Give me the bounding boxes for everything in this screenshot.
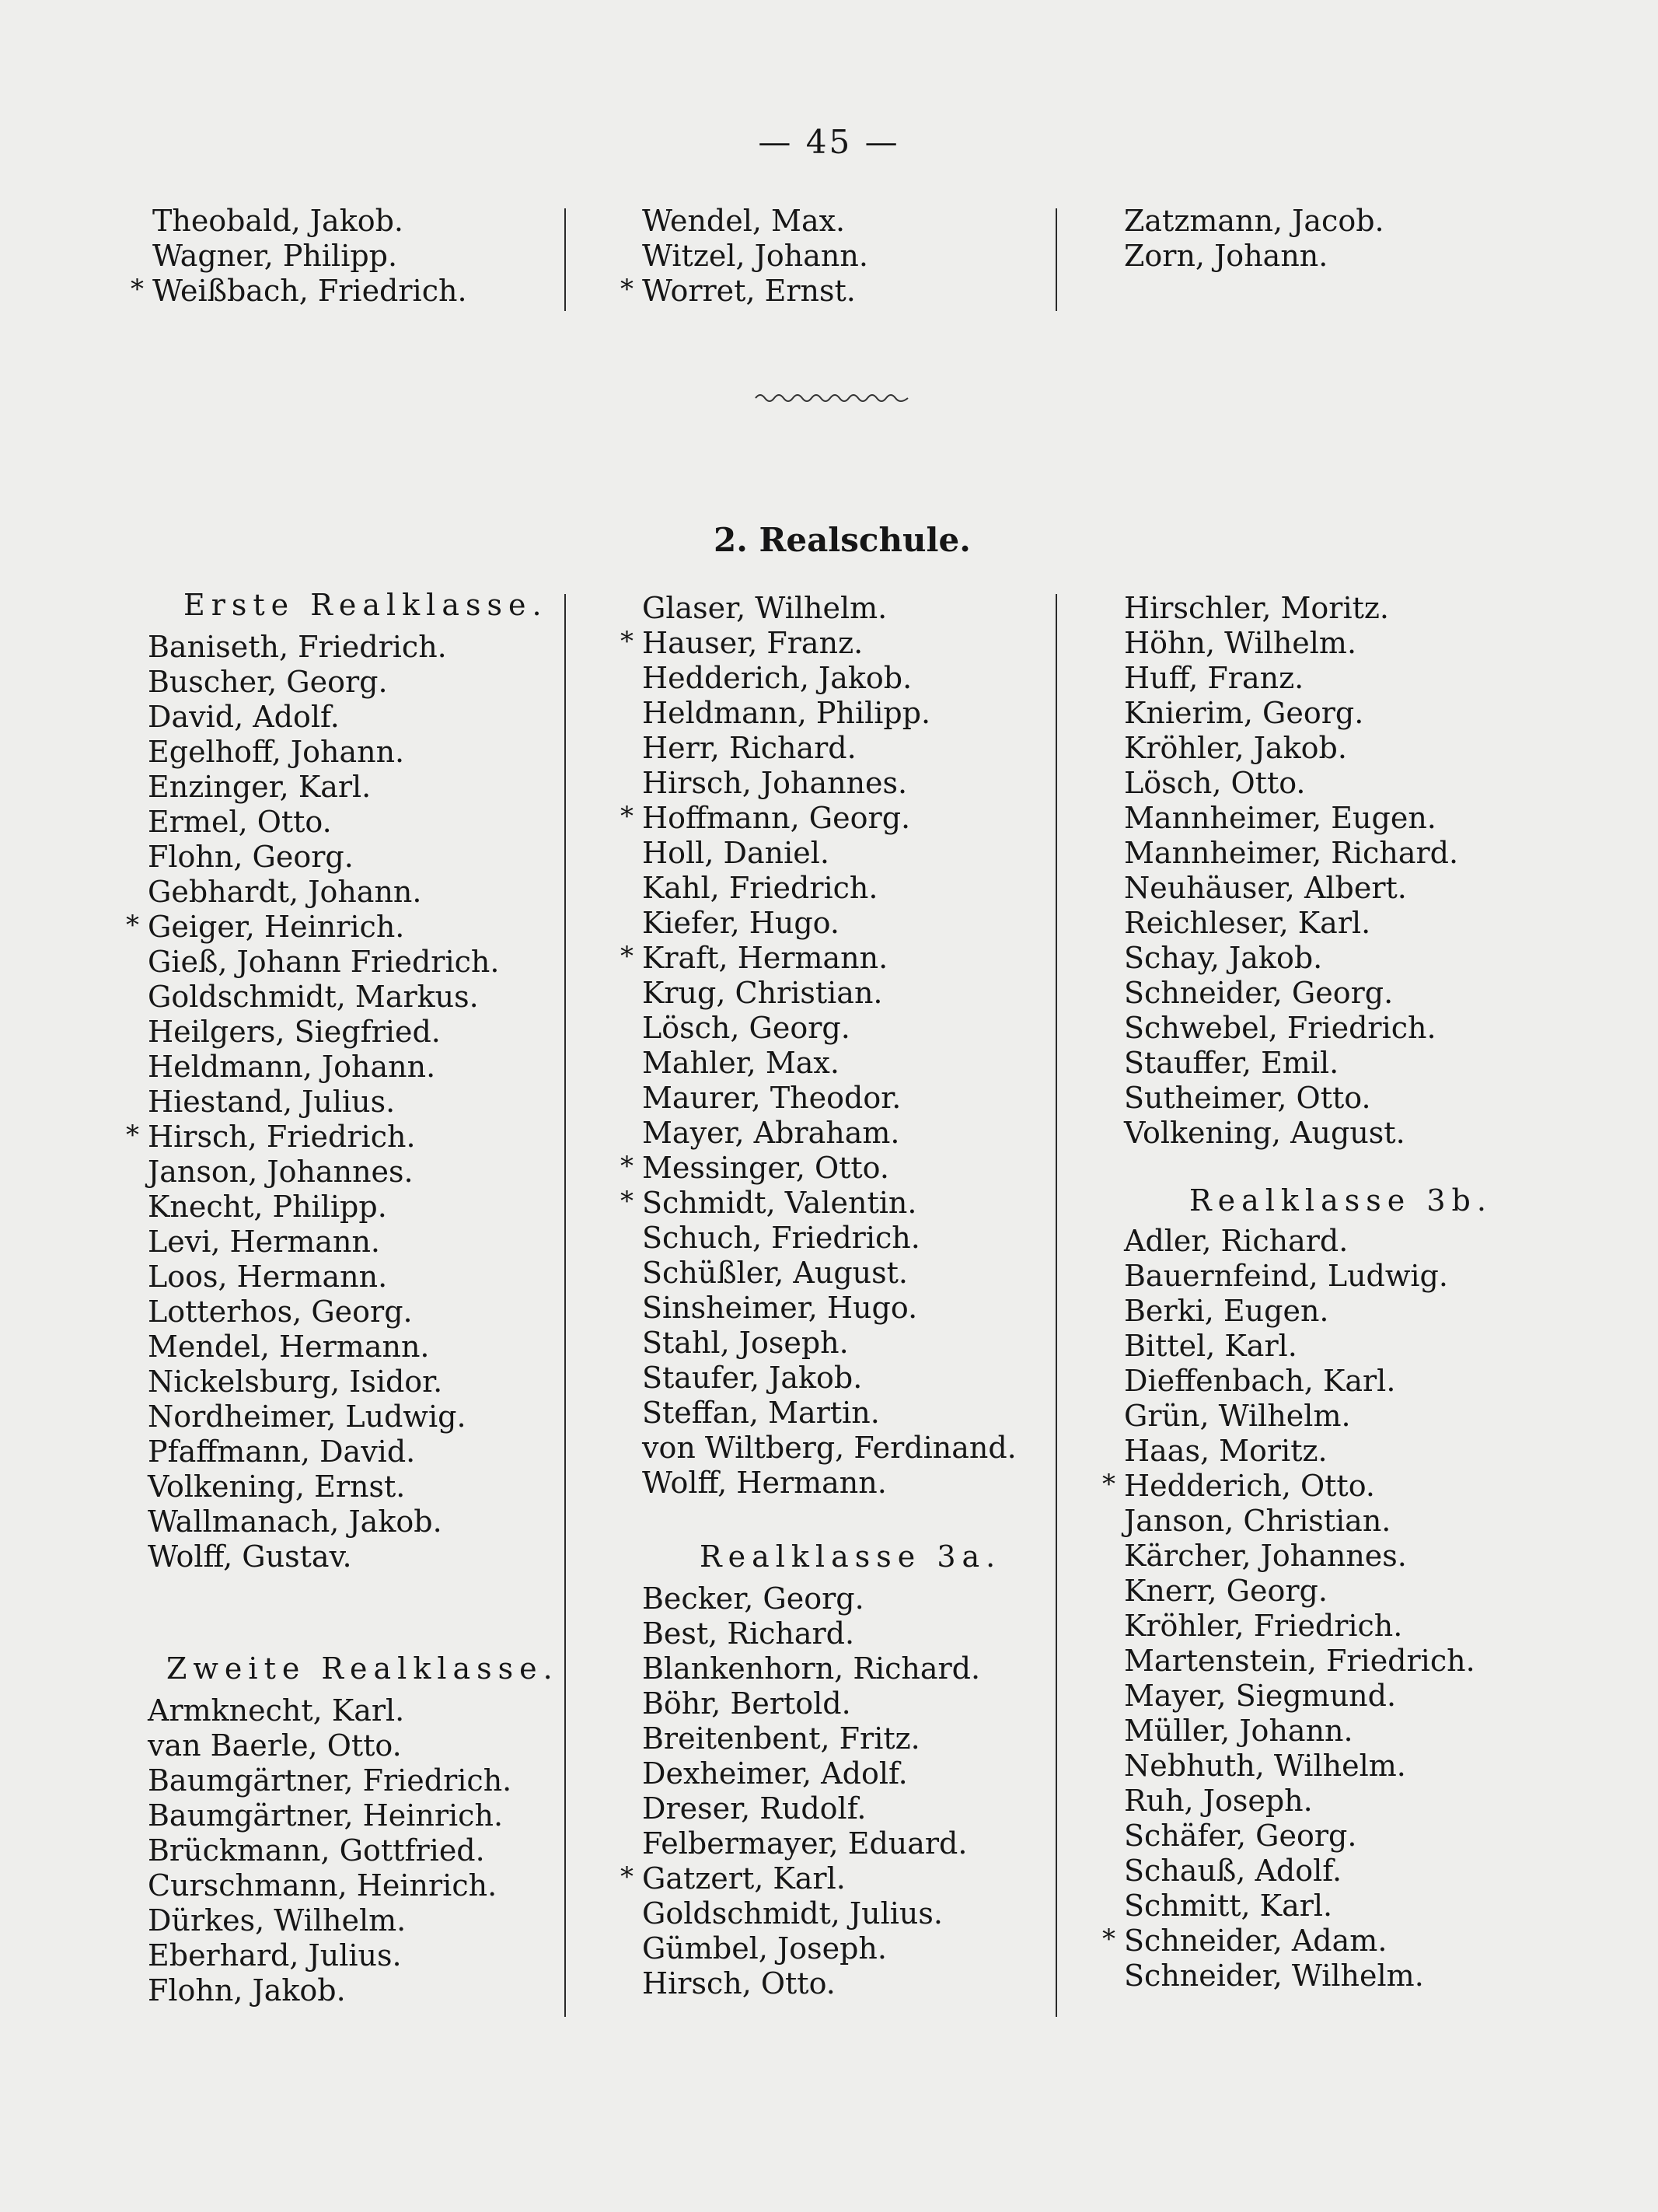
list-item xyxy=(1124,1011,1458,1046)
student-name: Neuhäuser, Albert. xyxy=(1124,871,1407,905)
student-name: Hirsch, Friedrich. xyxy=(148,1120,416,1154)
list-item xyxy=(1124,1081,1458,1116)
student-name: von Wiltberg, Ferdinand. xyxy=(642,1431,1017,1465)
student-name: Knecht, Philipp. xyxy=(148,1190,387,1224)
student-name: Kahl, Friedrich. xyxy=(642,871,878,905)
list-item xyxy=(642,1221,1017,1256)
list-item xyxy=(642,239,868,274)
section-title: 2. Realschule. xyxy=(714,521,971,559)
list-item xyxy=(1124,1959,1475,1994)
student-name: Schneider, Wilhelm. xyxy=(1124,1959,1424,1993)
list-item xyxy=(148,805,499,840)
student-name: Schmitt, Karl. xyxy=(1124,1889,1333,1923)
list-item xyxy=(642,871,1017,906)
top-list-col3 xyxy=(1124,204,1384,274)
list-item xyxy=(1124,1116,1458,1151)
student-name: Steffan, Martin. xyxy=(642,1396,880,1430)
asterisk-mark: * xyxy=(620,1151,634,1182)
list-item xyxy=(1124,801,1458,836)
list-item xyxy=(1124,1046,1458,1081)
list-item xyxy=(642,696,1017,731)
student-name: Nordheimer, Ludwig. xyxy=(148,1400,466,1434)
student-name: Bauernfeind, Ludwig. xyxy=(1124,1259,1448,1293)
list-item xyxy=(1124,1714,1475,1749)
student-name: Hirschler, Moritz. xyxy=(1124,591,1389,625)
heading-realklasse-3a: Realklasse 3a. xyxy=(700,1539,1002,1574)
student-name: Mendel, Hermann. xyxy=(148,1330,430,1364)
student-name: Schneider, Adam. xyxy=(1124,1924,1387,1958)
student-name: Nickelsburg, Isidor. xyxy=(148,1365,443,1399)
student-name: Martenstein, Friedrich. xyxy=(1124,1644,1475,1678)
student-name: Schauß, Adolf. xyxy=(1124,1854,1342,1888)
student-name: Blankenhorn, Richard. xyxy=(642,1651,981,1686)
student-name: Dexheimer, Adolf. xyxy=(642,1756,908,1791)
student-name: Schüßler, August. xyxy=(642,1256,908,1290)
list-item xyxy=(642,204,868,239)
list-item xyxy=(642,836,1017,871)
student-name: David, Adolf. xyxy=(148,700,340,734)
list-item xyxy=(148,1295,499,1330)
student-name: Hirsch, Otto. xyxy=(642,1966,836,2001)
list-item xyxy=(642,1966,980,2001)
list-realschule-right xyxy=(1124,591,1458,1151)
list-item xyxy=(642,976,1017,1011)
student-name: Schmidt, Valentin. xyxy=(642,1186,917,1220)
top-list-col1 xyxy=(131,204,467,309)
list-realschule-middle xyxy=(620,591,1017,1501)
student-name: Kiefer, Hugo. xyxy=(642,906,839,940)
student-name: Maurer, Theodor. xyxy=(642,1081,902,1115)
list-item xyxy=(148,980,499,1015)
student-name: Levi, Hermann. xyxy=(148,1225,381,1259)
student-name: Staufer, Jakob. xyxy=(642,1361,863,1395)
student-name: Hedderich, Otto. xyxy=(1124,1469,1375,1503)
student-name: Haas, Moritz. xyxy=(1124,1434,1328,1468)
list-item xyxy=(148,665,499,700)
list-item xyxy=(1102,1469,1475,1504)
list-item xyxy=(1124,1574,1475,1609)
list-item xyxy=(152,204,467,239)
student-name: Zorn, Johann. xyxy=(1124,239,1328,273)
column-rule xyxy=(1056,594,1057,2017)
student-name: Lotterhos, Georg. xyxy=(148,1295,413,1329)
student-name: Heldmann, Philipp. xyxy=(642,696,931,730)
list-item xyxy=(642,1011,1017,1046)
list-item xyxy=(642,1361,1017,1396)
list-item xyxy=(148,1469,499,1504)
student-name: Eberhard, Julius. xyxy=(148,1938,402,1973)
student-name: Stauffer, Emil. xyxy=(1124,1046,1339,1080)
list-item xyxy=(1124,766,1458,801)
student-name: van Baerle, Otto. xyxy=(148,1728,402,1763)
student-name: Reichleser, Karl. xyxy=(1124,906,1371,940)
list-item xyxy=(148,1868,511,1903)
page-number: — 45 — xyxy=(758,123,900,161)
list-item xyxy=(1102,1924,1475,1959)
column-rule xyxy=(1056,208,1057,311)
heading-realklasse-3b: Realklasse 3b. xyxy=(1189,1183,1492,1218)
student-name: Gebhardt, Johann. xyxy=(148,875,422,909)
list-item xyxy=(642,1686,980,1721)
student-name: Witzel, Johann. xyxy=(642,239,868,273)
student-name: Sutheimer, Otto. xyxy=(1124,1081,1371,1115)
student-name: Hirsch, Johannes. xyxy=(642,766,908,800)
student-name: Heilgers, Siegfried. xyxy=(148,1015,441,1049)
list-item xyxy=(1124,976,1458,1011)
list-item xyxy=(148,1938,511,1973)
student-name: Egelhoff, Johann. xyxy=(148,735,405,769)
student-name: Stahl, Joseph. xyxy=(642,1326,849,1360)
student-name: Kröhler, Friedrich. xyxy=(1124,1609,1403,1643)
asterisk-mark: * xyxy=(620,941,634,972)
asterisk-mark: * xyxy=(1102,1924,1115,1955)
student-name: Becker, Georg. xyxy=(642,1581,864,1616)
student-name: Gümbel, Joseph. xyxy=(642,1931,887,1966)
list-item xyxy=(642,661,1017,696)
list-item xyxy=(1124,1399,1475,1434)
list-item xyxy=(642,1896,980,1931)
student-name: Buscher, Georg. xyxy=(148,665,388,699)
student-name: Holl, Daniel. xyxy=(642,836,829,870)
list-item xyxy=(1124,731,1458,766)
list-item xyxy=(148,1798,511,1833)
list-realklasse-3a xyxy=(620,1581,981,2001)
student-name: Gieß, Johann Friedrich. xyxy=(148,945,500,979)
student-name: Knierim, Georg. xyxy=(1124,696,1364,730)
list-item xyxy=(1124,661,1458,696)
student-name: Baumgärtner, Friedrich. xyxy=(148,1763,512,1798)
list-item xyxy=(642,591,1017,626)
list-item xyxy=(148,1763,511,1798)
list-item xyxy=(131,274,467,309)
student-name: Lösch, Otto. xyxy=(1124,766,1306,800)
student-name: Felbermayer, Eduard. xyxy=(642,1826,968,1861)
student-name: Brückmann, Gottfried. xyxy=(148,1833,485,1868)
column-rule xyxy=(564,594,566,2017)
list-item xyxy=(1124,906,1458,941)
asterisk-mark: * xyxy=(131,274,144,305)
list-item xyxy=(1124,1539,1475,1574)
student-name: Baniseth, Friedrich. xyxy=(148,630,447,664)
student-name: Höhn, Wilhelm. xyxy=(1124,626,1357,660)
list-item xyxy=(148,1225,499,1260)
student-name: Lösch, Georg. xyxy=(642,1011,850,1045)
list-item xyxy=(1124,1504,1475,1539)
list-item xyxy=(642,1466,1017,1501)
asterisk-mark: * xyxy=(620,1861,634,1892)
student-name: Berki, Eugen. xyxy=(1124,1294,1329,1328)
student-name: Grün, Wilhelm. xyxy=(1124,1399,1351,1433)
student-name: Hoffmann, Georg. xyxy=(642,801,911,835)
student-name: Theobald, Jakob. xyxy=(152,204,403,238)
list-item xyxy=(642,1046,1017,1081)
list-item xyxy=(148,1693,511,1728)
ornamental-divider xyxy=(754,387,909,406)
list-item xyxy=(148,1973,511,2008)
student-name: Armknecht, Karl. xyxy=(148,1693,405,1728)
list-item xyxy=(1124,626,1458,661)
list-item xyxy=(148,1833,511,1868)
list-item xyxy=(642,1256,1017,1291)
list-realklasse-3b xyxy=(1102,1224,1475,1994)
list-item xyxy=(148,1903,511,1938)
student-name: Janson, Christian. xyxy=(1124,1504,1391,1538)
list-item xyxy=(1124,1294,1475,1329)
student-name: Krug, Christian. xyxy=(642,976,883,1010)
column-rule xyxy=(564,208,566,311)
list-item xyxy=(642,1396,1017,1431)
student-name: Breitenbent, Fritz. xyxy=(642,1721,920,1756)
list-item xyxy=(148,770,499,805)
list-item xyxy=(620,801,1017,836)
list-item xyxy=(148,1434,499,1469)
student-name: Huff, Franz. xyxy=(1124,661,1304,695)
list-item xyxy=(1124,836,1458,871)
student-name: Kärcher, Johannes. xyxy=(1124,1539,1407,1573)
list-item xyxy=(620,1861,980,1896)
student-name: Heldmann, Johann. xyxy=(148,1050,436,1084)
list-item xyxy=(642,1431,1017,1466)
list-item xyxy=(620,941,1017,976)
list-item xyxy=(642,1791,980,1826)
student-name: Dieffenbach, Karl. xyxy=(1124,1364,1396,1398)
list-item xyxy=(1124,1679,1475,1714)
list-item xyxy=(642,1651,980,1686)
asterisk-mark: * xyxy=(620,801,634,832)
student-name: Mannheimer, Richard. xyxy=(1124,836,1459,870)
list-erste-realklasse xyxy=(126,630,500,1574)
list-item xyxy=(620,1186,1017,1221)
list-item xyxy=(1124,1434,1475,1469)
student-name: Adler, Richard. xyxy=(1124,1224,1349,1258)
list-item xyxy=(1124,1749,1475,1784)
list-item xyxy=(148,1539,499,1574)
list-item xyxy=(1124,204,1384,239)
list-item xyxy=(1124,239,1384,274)
list-item xyxy=(148,1365,499,1400)
list-item xyxy=(152,239,467,274)
list-item xyxy=(642,1116,1017,1151)
list-item xyxy=(148,630,499,665)
student-name: Goldschmidt, Markus. xyxy=(148,980,479,1014)
student-name: Pfaffmann, David. xyxy=(148,1434,416,1469)
student-name: Glaser, Wilhelm. xyxy=(642,591,888,625)
student-name: Geiger, Heinrich. xyxy=(148,910,405,944)
student-name: Mannheimer, Eugen. xyxy=(1124,801,1436,835)
student-name: Herr, Richard. xyxy=(642,731,857,765)
list-item xyxy=(1124,1819,1475,1854)
student-name: Best, Richard. xyxy=(642,1616,855,1651)
student-name: Goldschmidt, Julius. xyxy=(642,1896,943,1931)
student-name: Gatzert, Karl. xyxy=(642,1861,846,1896)
student-name: Enzinger, Karl. xyxy=(148,770,372,804)
asterisk-mark: * xyxy=(620,274,634,305)
list-item xyxy=(148,1015,499,1050)
list-item xyxy=(148,1504,499,1539)
student-name: Schay, Jakob. xyxy=(1124,941,1323,975)
student-name: Hauser, Franz. xyxy=(642,626,864,660)
list-item xyxy=(620,274,868,309)
list-item xyxy=(1124,1224,1475,1259)
list-item xyxy=(1124,1364,1475,1399)
student-name: Knerr, Georg. xyxy=(1124,1574,1328,1608)
list-item xyxy=(1124,1784,1475,1819)
asterisk-mark: * xyxy=(126,1120,139,1151)
list-item xyxy=(642,1826,980,1861)
student-name: Ermel, Otto. xyxy=(148,805,332,839)
asterisk-mark: * xyxy=(126,910,139,941)
student-name: Wallmanach, Jakob. xyxy=(148,1504,442,1539)
list-item xyxy=(148,1400,499,1434)
list-item xyxy=(1124,1889,1475,1924)
top-list-col2 xyxy=(620,204,868,309)
list-item xyxy=(642,1081,1017,1116)
student-name: Ruh, Joseph. xyxy=(1124,1784,1313,1818)
student-name: Curschmann, Heinrich. xyxy=(148,1868,497,1903)
list-zweite-realklasse xyxy=(148,1693,511,2008)
list-item xyxy=(620,626,1017,661)
student-name: Wendel, Max. xyxy=(642,204,846,238)
student-name: Mahler, Max. xyxy=(642,1046,839,1080)
student-name: Zatzmann, Jacob. xyxy=(1124,204,1384,238)
list-item xyxy=(148,1155,499,1190)
list-item xyxy=(642,731,1017,766)
list-item xyxy=(620,1151,1017,1186)
student-name: Kröhler, Jakob. xyxy=(1124,731,1347,765)
list-item xyxy=(1124,1644,1475,1679)
list-item xyxy=(148,840,499,875)
list-item xyxy=(642,906,1017,941)
list-item xyxy=(148,700,499,735)
list-item xyxy=(148,875,499,910)
list-item xyxy=(148,945,499,980)
list-item xyxy=(148,735,499,770)
asterisk-mark: * xyxy=(620,626,634,657)
student-name: Volkening, August. xyxy=(1124,1116,1405,1150)
student-name: Weißbach, Friedrich. xyxy=(152,274,467,308)
asterisk-mark: * xyxy=(1102,1469,1115,1500)
list-item xyxy=(148,1050,499,1085)
student-name: Bittel, Karl. xyxy=(1124,1329,1297,1363)
student-name: Baumgärtner, Heinrich. xyxy=(148,1798,504,1833)
student-name: Wolff, Hermann. xyxy=(642,1466,887,1500)
list-item xyxy=(642,1721,980,1756)
list-item xyxy=(642,1931,980,1966)
list-item xyxy=(1124,591,1458,626)
student-name: Böhr, Bertold. xyxy=(642,1686,851,1721)
list-item xyxy=(148,1330,499,1365)
list-item xyxy=(126,1120,499,1155)
student-name: Volkening, Ernst. xyxy=(148,1469,406,1504)
student-name: Wagner, Philipp. xyxy=(152,239,398,273)
list-item xyxy=(148,1190,499,1225)
list-item xyxy=(1124,1854,1475,1889)
student-name: Flohn, Georg. xyxy=(148,840,354,874)
heading-zweite-realklasse: Zweite Realklasse. xyxy=(166,1651,559,1686)
student-name: Hedderich, Jakob. xyxy=(642,661,913,695)
student-name: Mayer, Siegmund. xyxy=(1124,1679,1397,1713)
student-name: Schwebel, Friedrich. xyxy=(1124,1011,1436,1045)
list-item xyxy=(642,1581,980,1616)
list-item xyxy=(1124,696,1458,731)
list-item xyxy=(642,1616,980,1651)
student-name: Schäfer, Georg. xyxy=(1124,1819,1357,1853)
list-item xyxy=(642,1326,1017,1361)
list-item xyxy=(126,910,499,945)
student-name: Dürkes, Wilhelm. xyxy=(148,1903,407,1938)
list-item xyxy=(642,1291,1017,1326)
student-name: Hiestand, Julius. xyxy=(148,1085,396,1119)
list-item xyxy=(1124,941,1458,976)
list-item xyxy=(642,1756,980,1791)
student-name: Flohn, Jakob. xyxy=(148,1973,346,2008)
student-name: Sinsheimer, Hugo. xyxy=(642,1291,918,1325)
student-name: Wolff, Gustav. xyxy=(148,1539,352,1574)
student-name: Worret, Ernst. xyxy=(642,274,856,308)
list-item xyxy=(1124,1259,1475,1294)
student-name: Mayer, Abraham. xyxy=(642,1116,900,1150)
list-item xyxy=(1124,1609,1475,1644)
student-name: Dreser, Rudolf. xyxy=(642,1791,867,1826)
student-name: Müller, Johann. xyxy=(1124,1714,1353,1748)
student-name: Schneider, Georg. xyxy=(1124,976,1394,1010)
student-name: Kraft, Hermann. xyxy=(642,941,888,975)
student-name: Loos, Hermann. xyxy=(148,1260,388,1294)
list-item xyxy=(1124,1329,1475,1364)
list-item xyxy=(148,1085,499,1120)
student-name: Messinger, Otto. xyxy=(642,1151,889,1185)
list-item xyxy=(148,1728,511,1763)
list-item xyxy=(642,766,1017,801)
student-name: Schuch, Friedrich. xyxy=(642,1221,920,1255)
student-name: Janson, Johannes. xyxy=(148,1155,414,1189)
student-name: Nebhuth, Wilhelm. xyxy=(1124,1749,1406,1783)
heading-erste-realklasse: Erste Realklasse. xyxy=(183,588,548,622)
list-item xyxy=(148,1260,499,1295)
asterisk-mark: * xyxy=(620,1186,634,1217)
list-item xyxy=(1124,871,1458,906)
